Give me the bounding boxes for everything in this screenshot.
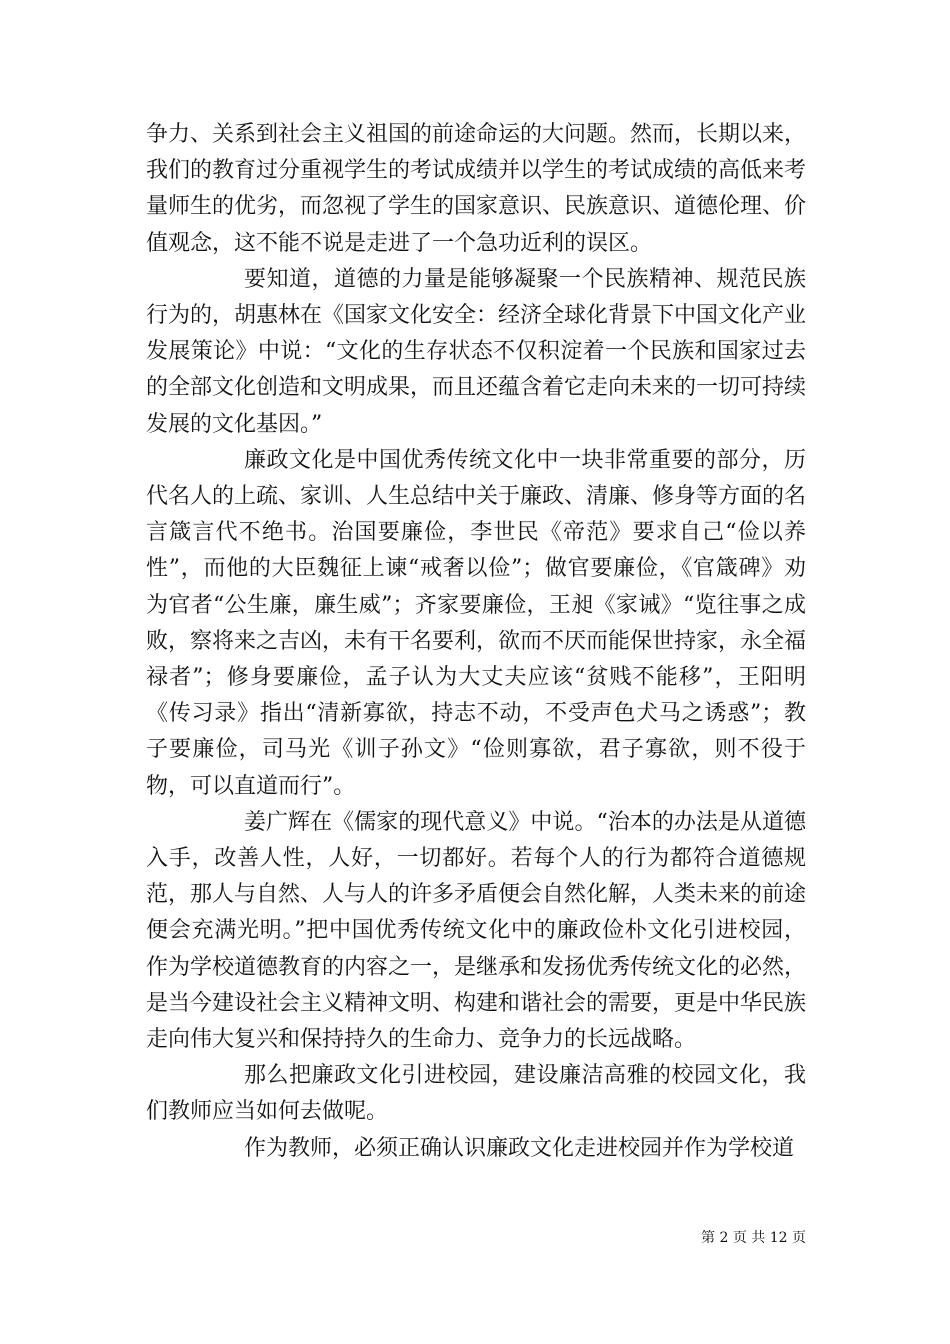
paragraph-2: 要知道，道德的力量是能够凝聚一个民族精神、规范民族行为的，胡惠林在《国家文化安全：经济全球化背景下中国文化产业发展策论》中说：“文化的生存状态不仅积淀着一个民族和国家过去的全部文化创造和文明成果，而且还蕴含着它走向未来的一切可持续发展的文化基因。” xyxy=(146,266,807,437)
paragraph-4: 姜广辉在《儒家的现代意义》中说。“治本的办法是从道德入手，改善人性，人好，一切都好。若每个人的行为都符合道德规范，那人与自然、人与人的许多矛盾便会自然化解，人类未来的前途便会充满光明。”把中国优秀传统文化中的廉政俭朴文化引进校园，作为学校道德教育的内容之一，是继承和发扬优秀传统文化的必然，是当今建设社会主义精神文明、构建和谐社会的需要，更是中华民族走向伟大复兴和保持持久的生命力、竞争力的长远战略。 xyxy=(146,809,807,1053)
paragraph-1: 争力、关系到社会主义祖国的前途命运的大问题。然而，长期以来，我们的教育过分重视学生的考试成绩并以学生的考试成绩的高低来考量师生的优劣，而忽视了学生的国家意识、民族意识、道德伦理、价值观念，这不能不说是走进了一个急功近利的误区。 xyxy=(146,122,807,256)
paragraph-3: 廉政文化是中国优秀传统文化中一块非常重要的部分，历代名人的上疏、家训、人生总结中关于廉政、清廉、修身等方面的名言箴言代不绝书。治国要廉俭，李世民《帝范》要求自己“俭以养性”，而他的大臣魏征上谏“戒奢以俭”；做官要廉俭，《官箴碑》劝为官者“公生廉，廉生威”；齐家要廉俭，王昶《家诫》“览往事之成败，察将来之吉凶，未有干名要利，欲而不厌而能保世持家，永全福禄者”；修身要廉俭，孟子认为大丈夫应该“贫贱不能移”，王阳明《传习录》指出“清新寡欲，持志不动，不受声色犬马之诱惑”；教子要廉俭，司马光《训子孙文》“俭则寡欲，君子寡欲，则不役于物，可以直道而行”。 xyxy=(146,447,807,799)
page-number-footer: 第 2 页 共 12 页 xyxy=(701,1230,806,1246)
paragraph-6: 作为教师，必须正确认识廉政文化走进校园并作为学校道 xyxy=(244,1135,795,1161)
paragraph-5: 那么把廉政文化引进校园，建设廉洁高雅的校园文化，我们教师应当如何去做呢。 xyxy=(146,1063,806,1125)
document-body xyxy=(146,117,806,1167)
